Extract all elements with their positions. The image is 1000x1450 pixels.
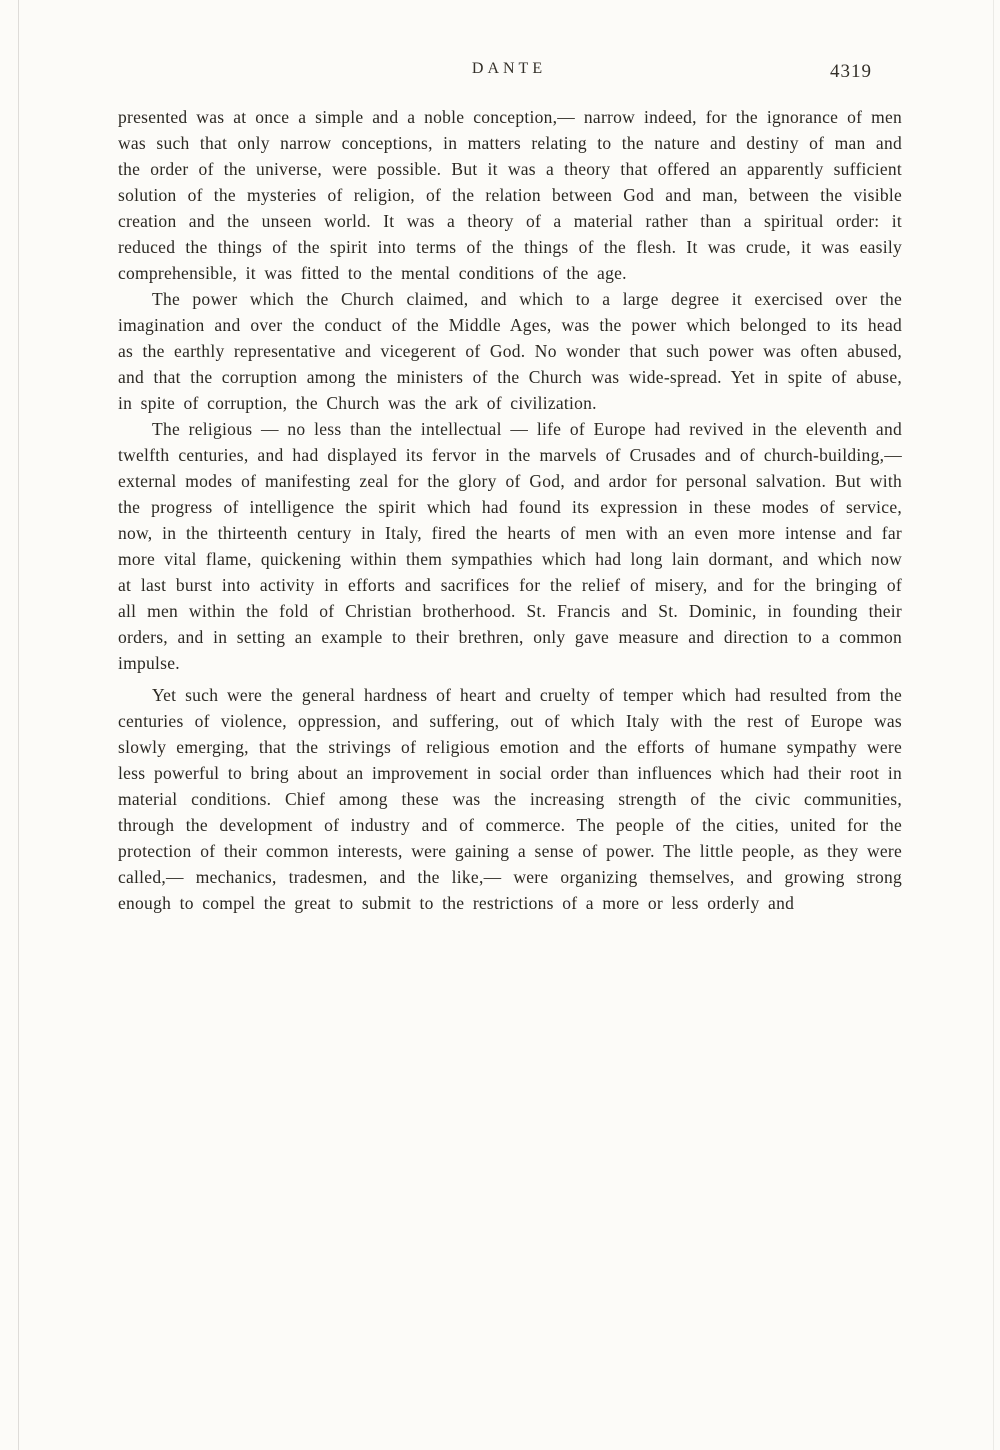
paragraph: The power which the Church claimed, and which to a large degree it exercised over the imagination and over the conduct of the Middle Ages, was the power which belonged to its head as the earthly representative and vicegerent of God. No wonder that such power was often abused, and that the corruption among the ministers of the Church was wide-spread. Yet in spite of abuse, in spite of corruption, the Church was the ark of civilization. [118, 289, 902, 413]
scan-edge-left [18, 0, 19, 1450]
page-body [118, 104, 902, 916]
scan-edge-right [993, 0, 994, 1450]
page-number: 4319 [830, 61, 872, 82]
paragraph: The religious — no less than the intellectual — life of Europe had revived in the eleventh and twelfth centuries, and had displayed its fervor in the marvels of Crusades and of church-building,— external modes of manifesting zeal for the glory of God, and ardor for personal salvation. But with the progress of intelligence the spirit which had found its expression in these modes of service, now, in the thirteenth century in Italy, fired the hearts of men with an even more intense and far more vital flame, quickening within them sympathies which had long lain dormant, and which now at last burst into activity in efforts and sacrifices for the relief of misery, and for the bringing of all men within the fold of Christian brotherhood. St. Francis and St. Dominic, in founding their orders, and in setting an example to their brethren, only gave measure and direction to a common impulse. [118, 419, 902, 673]
paragraph: Yet such were the general hardness of heart and cruelty of temper which had resulted from the centuries of violence, oppression, and suffering, out of which Italy with the rest of Europe was slowly emerging, that the strivings of religious emotion and the efforts of humane sympathy were less powerful to bring about an improvement in social order than influences which had their root in material conditions. Chief among these was the increasing strength of the civic communities, through the development of industry and of commerce. The people of the cities, united for the protection of their common interests, were gaining a sense of power. The little people, as they were called,— mechanics, tradesmen, and the like,— were organizing themselves, and growing strong enough to compel the great to submit to the restrictions of a more or less orderly and [118, 685, 902, 913]
paragraph: presented was at once a simple and a noble conception,— narrow indeed, for the ignorance of men was such that only narrow conceptions, in matters relating to the nature and destiny of man and the order of the universe, were possible. But it was a theory that offered an apparently sufficient solution of the mysteries of religion, of the relation between God and man, between the visible creation and the unseen world. It was a theory of a material rather than a spiritual order: it reduced the things of the spirit into terms of the things of the flesh. It was crude, it was easily comprehensible, it was fitted to the mental conditions of the age. [118, 107, 902, 283]
page-header [118, 60, 900, 90]
running-title: DANTE [471, 60, 547, 77]
